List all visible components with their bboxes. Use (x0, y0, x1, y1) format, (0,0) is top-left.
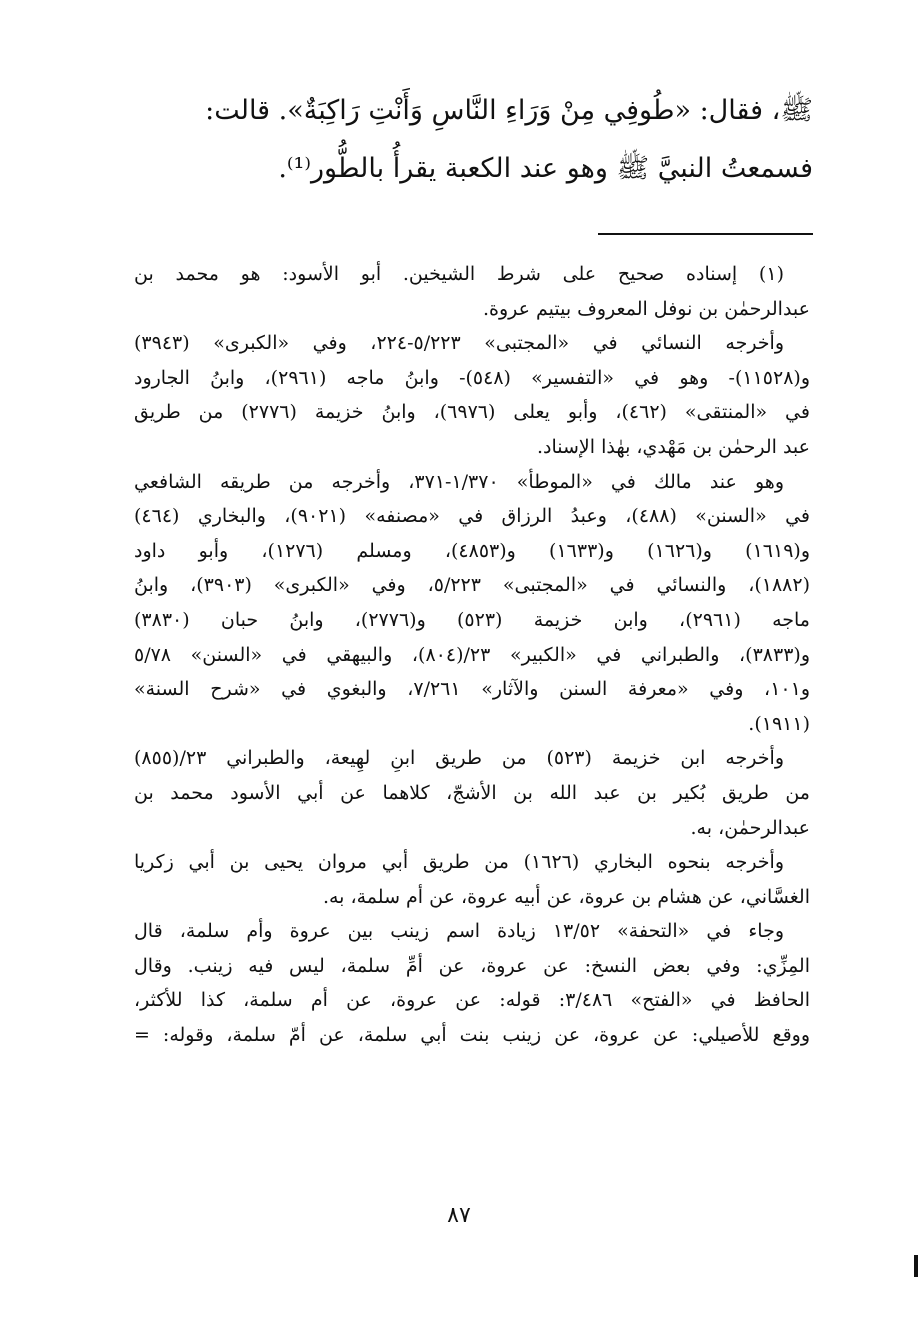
footnote-line: ماجه (٢٩٦١)، وابن خزيمة (٥٢٣) و(٢٧٧٦)، وابنُ حبان (٣٨٣٠) (134, 608, 810, 631)
footnote-line: وأخرجه بنحوه البخاري (١٦٢٦) من طريق أبي مروان يحيى بن أبي زكريا (134, 851, 785, 874)
footnote-separator (598, 233, 813, 235)
footnote-line: و(٣٨٣٣)، والطبراني في «الكبير» ٢٣/(٨٠٤)، والبيهقي في «السنن» ٥/٧٨ (134, 643, 810, 666)
footnote-line: من طريق بُكير بن عبد الله بن الأشجّ، كلاهما عن أبي الأسود محمد بن (134, 781, 810, 804)
margin-mark (914, 1255, 918, 1277)
main-text-line: فسمعتُ النبيَّ ﷺ وهو عند الكعبة يقرأُ بالطُّور⁽¹⁾. (278, 153, 813, 184)
footnote-line: ووقع للأصيلي: عن عروة، عن زينب بنت أبي سلمة، عن أمّ سلمة، وقوله: = (134, 1024, 810, 1047)
footnote-line: عبدالرحمٰن بن نوفل المعروف بيتيم عروة. (482, 297, 810, 320)
footnote-line: وهو عند مالك في «الموطأ» ١/٣٧٠-٣٧١، وأخرجه من طريقه الشافعي (134, 470, 784, 493)
footnote-line: (١٨٨٢)، والنسائي في «المجتبى» ٥/٢٢٣، وفي «الكبرى» (٣٩٠٣)، وابنُ (134, 574, 810, 597)
footnote-line: الغسَّاني، عن هشام بن عروة، عن أبيه عروة، عن أم سلمة، به. (322, 885, 810, 908)
footnote-line: عبدالرحمٰن، به. (690, 816, 810, 839)
page-number: ٨٧ (447, 1203, 471, 1228)
footnotes (134, 257, 810, 1053)
footnote-line: الحافظ في «الفتح» ٣/٤٨٦: قوله: عن عروة، عن أم سلمة، كذا للأكثر، (134, 989, 810, 1012)
footnote-line: في «السنن» (٤٨٨)، وعبدُ الرزاق في «مصنفه» (٩٠٢١)، والبخاري (٤٦٤) (134, 505, 810, 528)
footnote-line: و(١٦١٩) و(١٦٢٦) و(١٦٣٣) و(٤٨٥٣)، ومسلم (١٢٧٦)، وأبو داود (134, 539, 811, 562)
footnote-line: عبد الرحمٰن بن مَهْدي، بهٰذا الإسناد. (536, 435, 810, 458)
footnote-line: و١٠١، وفي «معرفة السنن والآثار» ٧/٢٦١، والبغوي في «شرح السنة» (134, 678, 810, 701)
footnote-line: و(١١٥٢٨)- وهو في «التفسير» (٥٤٨)- وابنُ ماجه (٢٩٦١)، وابنُ الجارود (134, 366, 811, 389)
footnote-line: (١٩١١). (748, 712, 810, 735)
footnote-line: وأخرجه النسائي في «المجتبى» ٥/٢٢٣-٢٢٤، وفي «الكبرى» (٣٩٤٣) (134, 332, 785, 355)
footnote-line: في «المنتقى» (٤٦٢)، وأبو يعلى (٦٩٧٦)، وابنُ خزيمة (٢٧٧٦) من طريق (134, 401, 810, 424)
footnote-line: (١) إسناده صحيح على شرط الشيخين. أبو الأسود: هو محمد بن (134, 263, 784, 285)
footnote-line: المِزِّي: وفي بعض النسخ: عن عروة، عن أمِّ سلمة، ليس فيه زينب. وقال (134, 954, 810, 977)
footnote-line: وأخرجه ابن خزيمة (٥٢٣) من طريق ابنِ لهِيعة، والطبراني ٢٣/(٨٥٥) (134, 747, 784, 770)
main-text-line: ﷺ، فقال: «طُوفِي مِنْ وَرَاءِ النَّاسِ وَأَنْتِ رَاكِبَةٌ». قالت: (205, 95, 813, 126)
footnote-line: وجاء في «التحفة» ١٣/٥٢ زيادة اسم زينب بين عروة وأم سلمة، قال (134, 920, 784, 943)
main-text (130, 82, 813, 198)
